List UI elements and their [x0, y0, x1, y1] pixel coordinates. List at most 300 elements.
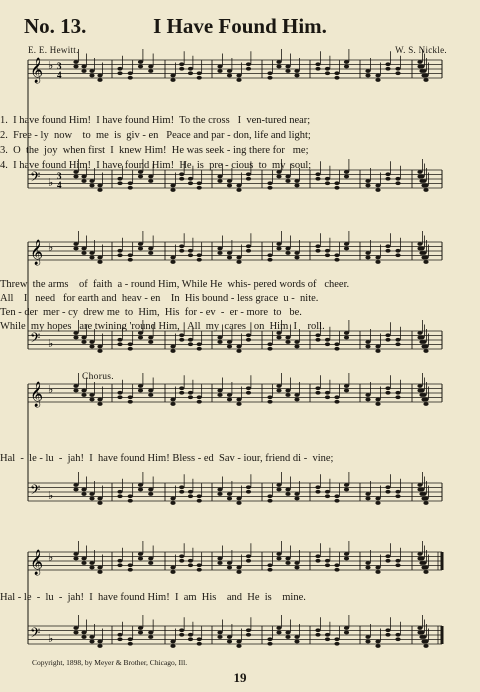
- bass-notehead: [81, 488, 86, 492]
- bass-notehead: [344, 488, 349, 492]
- treble-notehead: [170, 256, 175, 260]
- treble-notehead: [385, 249, 390, 253]
- bass-notehead: [236, 345, 241, 349]
- bass-notehead: [315, 333, 320, 337]
- treble-notehead: [419, 65, 424, 69]
- treble-notehead: [423, 260, 428, 264]
- treble-notehead: [128, 400, 133, 404]
- treble-notehead: [267, 395, 272, 399]
- time-signature-bottom: 4: [57, 70, 62, 80]
- flat-icon: ♭: [48, 632, 54, 645]
- treble-notehead: [294, 256, 299, 260]
- bass-notehead: [217, 488, 222, 492]
- treble-notehead: [334, 400, 339, 404]
- bass-notehead: [267, 186, 272, 190]
- bass-notehead: [267, 342, 272, 346]
- treble-notehead: [217, 393, 222, 397]
- bass-notehead: [325, 177, 330, 181]
- bass-notehead: [97, 349, 102, 353]
- bass-notehead: [246, 177, 251, 181]
- treble-notehead: [325, 559, 330, 563]
- bass-notehead: [148, 488, 153, 492]
- treble-notehead: [276, 384, 281, 388]
- bass-notehead: [276, 336, 281, 340]
- bass-notehead: [423, 501, 428, 505]
- treble-notehead: [179, 249, 184, 253]
- treble-notehead: [285, 393, 290, 397]
- bass-notehead: [188, 637, 193, 641]
- bass-notehead: [285, 340, 290, 344]
- bass-notehead: [217, 631, 222, 635]
- hymn-title: I Have Found Him.: [153, 14, 327, 38]
- bass-notehead: [285, 175, 290, 179]
- bass-notehead: [375, 184, 380, 188]
- treble-notehead: [325, 563, 330, 567]
- treble-notehead: [285, 65, 290, 69]
- bass-notehead: [365, 497, 370, 501]
- treble-notehead: [148, 393, 153, 397]
- bass-notehead: [179, 172, 184, 176]
- treble-notehead: [188, 559, 193, 563]
- bass-notehead: [294, 184, 299, 188]
- bass-notehead: [197, 186, 202, 190]
- bass-notehead: [325, 633, 330, 637]
- treble-notehead: [276, 60, 281, 64]
- bass-notehead: [294, 497, 299, 501]
- bass-notehead: [294, 340, 299, 344]
- treble-notehead: [395, 253, 400, 257]
- treble-notehead: [197, 563, 202, 567]
- bass-notehead: [148, 179, 153, 183]
- treble-notehead: [421, 69, 426, 73]
- treble-notehead: [365, 398, 370, 402]
- treble-notehead: [179, 244, 184, 248]
- treble-notehead: [344, 557, 349, 561]
- treble-notehead: [227, 74, 232, 78]
- bass-notehead: [315, 338, 320, 342]
- bass-notehead: [421, 179, 426, 183]
- chorus-label: Chorus.: [82, 372, 114, 382]
- treble-notehead: [246, 62, 251, 66]
- treble-notehead: [246, 554, 251, 558]
- page-number: 19: [233, 670, 247, 685]
- treble-notehead: [334, 395, 339, 399]
- bass-notehead: [89, 492, 94, 496]
- bass-notehead: [375, 644, 380, 648]
- treble-notehead: [419, 557, 424, 561]
- bass-notehead: [294, 492, 299, 496]
- bass-notehead: [179, 490, 184, 494]
- treble-notehead: [236, 74, 241, 78]
- treble-notehead: [385, 391, 390, 395]
- bass-notehead: [344, 626, 349, 630]
- treble-notehead: [117, 559, 122, 563]
- bass-notehead: [227, 497, 232, 501]
- bass-notehead: [395, 494, 400, 498]
- bass-notehead: [179, 177, 184, 181]
- bass-notehead: [236, 644, 241, 648]
- bass-notehead: [236, 501, 241, 505]
- bass-notehead: [128, 342, 133, 346]
- treble-notehead: [227, 561, 232, 565]
- bass-notehead: [423, 188, 428, 192]
- bass-notehead: [81, 175, 86, 179]
- bass-notehead: [325, 342, 330, 346]
- treble-notehead: [227, 393, 232, 397]
- treble-notehead: [423, 402, 428, 406]
- treble-notehead: [236, 398, 241, 402]
- treble-notehead: [148, 69, 153, 73]
- bass-notehead: [246, 485, 251, 489]
- bass-notehead: [227, 184, 232, 188]
- treble-notehead: [89, 74, 94, 78]
- bass-notehead: [217, 175, 222, 179]
- treble-notehead: [81, 247, 86, 251]
- treble-notehead: [148, 247, 153, 251]
- bass-clef-icon: 𝄢: [30, 625, 41, 644]
- bass-notehead: [375, 497, 380, 501]
- treble-notehead: [375, 402, 380, 406]
- bass-notehead: [179, 485, 184, 489]
- treble-notehead: [128, 258, 133, 262]
- bass-notehead: [188, 494, 193, 498]
- bass-notehead: [97, 497, 102, 501]
- treble-notehead: [73, 242, 78, 246]
- bass-notehead: [276, 483, 281, 487]
- treble-notehead: [423, 74, 428, 78]
- treble-notehead: [294, 398, 299, 402]
- bass-notehead: [128, 499, 133, 503]
- bass-notehead: [417, 483, 422, 487]
- bass-notehead: [285, 179, 290, 183]
- bass-notehead: [117, 181, 122, 185]
- treble-notehead: [217, 561, 222, 565]
- treble-notehead: [236, 566, 241, 570]
- bass-notehead: [365, 340, 370, 344]
- bass-notehead: [267, 181, 272, 185]
- treble-notehead: [267, 76, 272, 80]
- bass-notehead: [246, 172, 251, 176]
- treble-notehead: [117, 395, 122, 399]
- bass-notehead: [148, 175, 153, 179]
- bass-notehead: [117, 342, 122, 346]
- bass-notehead: [89, 497, 94, 501]
- treble-notehead: [170, 398, 175, 402]
- flat-icon: ♭: [48, 551, 54, 564]
- bass-notehead: [385, 485, 390, 489]
- bass-notehead: [188, 490, 193, 494]
- treble-notehead: [148, 251, 153, 255]
- treble-notehead: [246, 559, 251, 563]
- bass-notehead: [97, 345, 102, 349]
- treble-notehead: [417, 552, 422, 556]
- treble-notehead: [385, 67, 390, 71]
- bass-notehead: [385, 333, 390, 337]
- bass-notehead: [395, 338, 400, 342]
- bass-notehead: [138, 631, 143, 635]
- flat-icon: ♭: [48, 489, 54, 502]
- treble-notehead: [227, 566, 232, 570]
- bass-notehead: [170, 345, 175, 349]
- treble-notehead: [217, 557, 222, 561]
- bass-notehead: [385, 490, 390, 494]
- treble-notehead: [170, 402, 175, 406]
- bass-notehead: [246, 490, 251, 494]
- bass-notehead: [128, 347, 133, 351]
- bass-notehead: [375, 501, 380, 505]
- treble-notehead: [81, 251, 86, 255]
- bass-notehead: [365, 492, 370, 496]
- treble-notehead: [334, 76, 339, 80]
- treble-notehead: [73, 384, 78, 388]
- bass-notehead: [385, 628, 390, 632]
- bass-notehead: [128, 186, 133, 190]
- bass-notehead: [73, 483, 78, 487]
- treble-notehead: [419, 389, 424, 393]
- bass-notehead: [81, 492, 86, 496]
- bass-notehead: [294, 640, 299, 644]
- bass-notehead: [385, 633, 390, 637]
- bass-notehead: [89, 184, 94, 188]
- bass-notehead: [365, 635, 370, 639]
- treble-notehead: [423, 78, 428, 82]
- treble-notehead: [285, 247, 290, 251]
- treble-notehead: [117, 71, 122, 75]
- treble-notehead: [267, 568, 272, 572]
- treble-notehead: [375, 256, 380, 260]
- treble-notehead: [375, 260, 380, 264]
- bass-notehead: [236, 188, 241, 192]
- treble-notehead: [325, 249, 330, 253]
- bass-notehead: [344, 631, 349, 635]
- bass-notehead: [170, 349, 175, 353]
- bass-notehead: [227, 340, 232, 344]
- bass-notehead: [236, 184, 241, 188]
- bass-notehead: [97, 184, 102, 188]
- bass-notehead: [217, 340, 222, 344]
- bass-notehead: [375, 345, 380, 349]
- bass-notehead: [138, 488, 143, 492]
- treble-notehead: [117, 253, 122, 257]
- treble-notehead: [73, 557, 78, 561]
- bass-notehead: [423, 345, 428, 349]
- bass-notehead: [179, 633, 184, 637]
- flat-icon: ♭: [48, 383, 54, 396]
- treble-notehead: [276, 389, 281, 393]
- treble-clef-icon: 𝄞: [30, 58, 44, 83]
- treble-notehead: [417, 60, 422, 64]
- bass-notehead: [423, 640, 428, 644]
- bass-notehead: [315, 485, 320, 489]
- treble-notehead: [423, 398, 428, 402]
- bass-notehead: [375, 349, 380, 353]
- bass-notehead: [128, 181, 133, 185]
- treble-notehead: [315, 559, 320, 563]
- flat-icon: ♭: [48, 337, 54, 350]
- bass-notehead: [188, 181, 193, 185]
- bass-notehead: [81, 179, 86, 183]
- hymn-number: No. 13.: [24, 14, 87, 38]
- treble-notehead: [197, 568, 202, 572]
- treble-notehead: [188, 71, 193, 75]
- bass-notehead: [138, 175, 143, 179]
- treble-notehead: [89, 566, 94, 570]
- bass-notehead: [117, 633, 122, 637]
- bass-notehead: [89, 345, 94, 349]
- bass-notehead: [227, 635, 232, 639]
- bass-notehead: [417, 626, 422, 630]
- bass-notehead: [227, 492, 232, 496]
- bass-notehead: [385, 172, 390, 176]
- bass-notehead: [188, 633, 193, 637]
- bass-notehead: [419, 631, 424, 635]
- treble-notehead: [395, 391, 400, 395]
- treble-notehead: [276, 557, 281, 561]
- treble-notehead: [89, 251, 94, 255]
- bass-notehead: [170, 188, 175, 192]
- treble-notehead: [365, 251, 370, 255]
- bass-notehead: [81, 635, 86, 639]
- treble-notehead: [138, 60, 143, 64]
- treble-notehead: [197, 395, 202, 399]
- bass-notehead: [73, 631, 78, 635]
- treble-notehead: [365, 256, 370, 260]
- treble-notehead: [217, 65, 222, 69]
- treble-notehead: [385, 554, 390, 558]
- bass-notehead: [267, 347, 272, 351]
- bass-notehead: [89, 179, 94, 183]
- treble-clef-icon: 𝄞: [30, 382, 44, 407]
- treble-notehead: [128, 71, 133, 75]
- bass-notehead: [315, 628, 320, 632]
- treble-notehead: [344, 552, 349, 556]
- bass-notehead: [315, 177, 320, 181]
- bass-notehead: [421, 492, 426, 496]
- bass-notehead: [276, 175, 281, 179]
- treble-notehead: [365, 561, 370, 565]
- treble-notehead: [344, 384, 349, 388]
- bass-notehead: [197, 637, 202, 641]
- bass-notehead: [294, 179, 299, 183]
- bass-notehead: [197, 347, 202, 351]
- treble-notehead: [236, 260, 241, 264]
- bass-notehead: [421, 635, 426, 639]
- treble-notehead: [128, 563, 133, 567]
- treble-notehead: [148, 557, 153, 561]
- bass-notehead: [197, 499, 202, 503]
- treble-notehead: [246, 249, 251, 253]
- treble-notehead: [217, 69, 222, 73]
- treble-notehead: [170, 74, 175, 78]
- treble-notehead: [315, 386, 320, 390]
- treble-notehead: [89, 393, 94, 397]
- treble-notehead: [117, 67, 122, 71]
- bass-notehead: [419, 488, 424, 492]
- treble-notehead: [325, 391, 330, 395]
- bass-notehead: [334, 499, 339, 503]
- bass-notehead: [246, 628, 251, 632]
- bass-notehead: [236, 349, 241, 353]
- lyric-line: 1. I have found Him! I have found Him! To the cross I ven-tured near;: [0, 115, 311, 126]
- bass-notehead: [375, 188, 380, 192]
- treble-notehead: [419, 247, 424, 251]
- treble-notehead: [395, 395, 400, 399]
- treble-notehead: [417, 384, 422, 388]
- bass-notehead: [375, 640, 380, 644]
- treble-clef-icon: 𝄞: [30, 550, 44, 575]
- treble-notehead: [188, 67, 193, 71]
- treble-notehead: [188, 391, 193, 395]
- bass-notehead: [334, 181, 339, 185]
- bass-notehead: [334, 342, 339, 346]
- treble-notehead: [197, 253, 202, 257]
- treble-notehead: [179, 62, 184, 66]
- treble-notehead: [236, 402, 241, 406]
- treble-notehead: [423, 566, 428, 570]
- bass-notehead: [217, 336, 222, 340]
- treble-notehead: [128, 568, 133, 572]
- treble-notehead: [276, 65, 281, 69]
- bass-notehead: [395, 633, 400, 637]
- bass-notehead: [236, 497, 241, 501]
- treble-notehead: [128, 253, 133, 257]
- bass-notehead: [246, 333, 251, 337]
- treble-notehead: [73, 60, 78, 64]
- treble-notehead: [375, 74, 380, 78]
- bass-notehead: [81, 631, 86, 635]
- treble-notehead: [315, 554, 320, 558]
- treble-notehead: [325, 71, 330, 75]
- treble-notehead: [179, 554, 184, 558]
- treble-notehead: [375, 78, 380, 82]
- treble-notehead: [227, 69, 232, 73]
- bass-notehead: [315, 172, 320, 176]
- bass-notehead: [170, 184, 175, 188]
- bass-notehead: [395, 490, 400, 494]
- treble-notehead: [294, 69, 299, 73]
- treble-notehead: [81, 393, 86, 397]
- treble-notehead: [117, 249, 122, 253]
- treble-notehead: [81, 65, 86, 69]
- bass-notehead: [97, 644, 102, 648]
- treble-notehead: [315, 391, 320, 395]
- bass-notehead: [97, 188, 102, 192]
- treble-notehead: [385, 62, 390, 66]
- treble-notehead: [97, 566, 102, 570]
- bass-notehead: [117, 494, 122, 498]
- bass-notehead: [325, 338, 330, 342]
- treble-notehead: [365, 74, 370, 78]
- bass-notehead: [267, 499, 272, 503]
- lyric-line: 3. O the joy when first I knew Him! He was seek - ing there for me;: [0, 145, 309, 156]
- bass-notehead: [325, 637, 330, 641]
- treble-notehead: [188, 253, 193, 257]
- bass-notehead: [325, 490, 330, 494]
- bass-clef-icon: 𝄢: [30, 169, 41, 188]
- bass-notehead: [285, 488, 290, 492]
- treble-notehead: [276, 247, 281, 251]
- treble-notehead: [385, 386, 390, 390]
- treble-notehead: [267, 563, 272, 567]
- flat-icon: ♭: [48, 176, 54, 189]
- bass-clef-icon: 𝄢: [30, 482, 41, 501]
- bass-notehead: [285, 492, 290, 496]
- treble-notehead: [236, 78, 241, 82]
- bass-notehead: [138, 626, 143, 630]
- bass-notehead: [179, 338, 184, 342]
- treble-notehead: [246, 244, 251, 248]
- bass-clef-icon: 𝄢: [30, 330, 41, 349]
